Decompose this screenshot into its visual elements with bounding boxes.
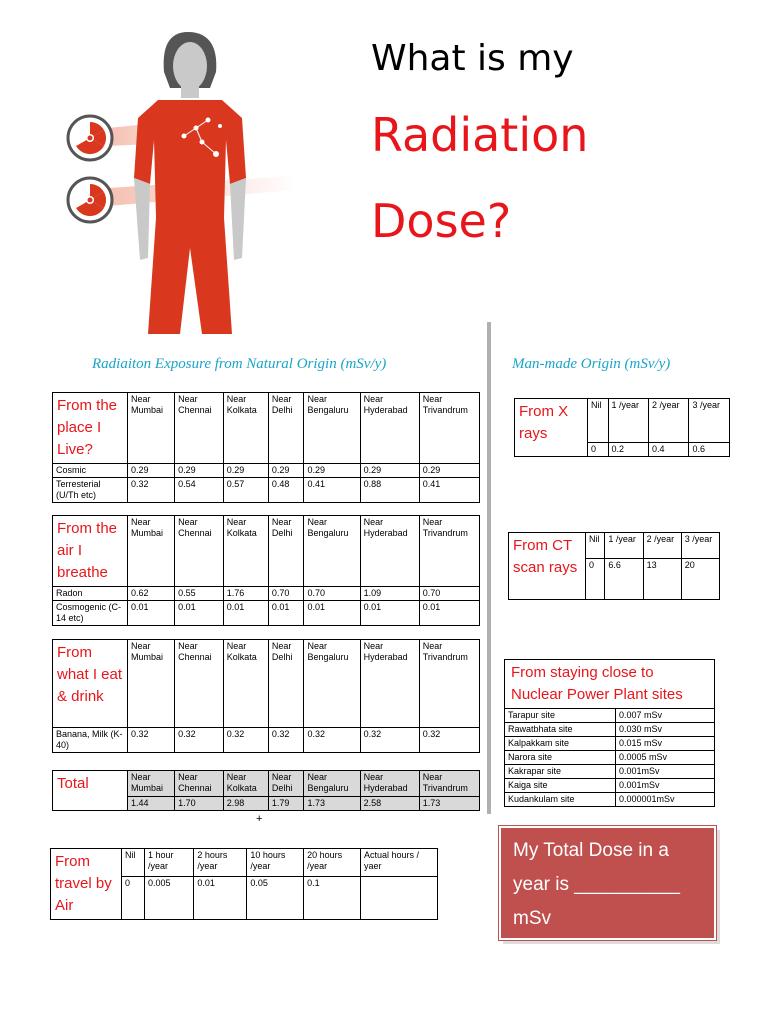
cell-value: 13: [643, 559, 681, 600]
ct-header: 3 /year: [681, 533, 719, 559]
total-value: 1.79: [268, 797, 304, 811]
row-name: Radon: [53, 587, 128, 601]
ct-table: [508, 532, 720, 600]
table-row: [505, 709, 715, 723]
table-row: [53, 587, 480, 601]
cell-value: 0.70: [268, 587, 304, 601]
city-header: Near Kolkata: [223, 393, 268, 464]
cell-value: 0.29: [304, 464, 360, 478]
table-row: [53, 728, 480, 753]
cell-value: 0: [588, 443, 609, 457]
site-dose: 0.015 mSv: [616, 737, 715, 751]
total-dose-line-2[interactable]: year is __________: [513, 874, 680, 895]
city-header: Near Mumbai: [128, 640, 175, 728]
city-header: Near Bengaluru: [304, 393, 360, 464]
air-label: From the air I breathe: [53, 516, 128, 587]
total-value: 2.98: [223, 797, 268, 811]
ct-header: 1 /year: [605, 533, 643, 559]
food-label: From what I eat & drink: [53, 640, 128, 728]
cell-value: 0.01: [194, 876, 247, 919]
total-dose-line-1: My Total Dose in a: [513, 840, 669, 861]
city-header: Near Hyderabad: [360, 393, 419, 464]
travel-header: 1 hour /year: [145, 849, 194, 877]
city-header: Near Hyderabad: [360, 516, 419, 587]
site-name: Kakrapar site: [505, 765, 616, 779]
xray-header: 1 /year: [608, 399, 648, 443]
ct-header: 2 /year: [643, 533, 681, 559]
table-row: [505, 779, 715, 793]
cell-value: 0.29: [268, 464, 304, 478]
cell-value: 0.70: [419, 587, 479, 601]
cell-value: 0.32: [175, 728, 224, 753]
cell-value: 1.76: [223, 587, 268, 601]
cell-value: 0.29: [360, 464, 419, 478]
ct-header: Nil: [586, 533, 605, 559]
site-dose: 0.007 mSv: [616, 709, 715, 723]
table-row: [505, 793, 715, 807]
row-name: Cosmic: [53, 464, 128, 478]
cell-value: 0.6: [689, 443, 730, 457]
site-name: Tarapur site: [505, 709, 616, 723]
site-dose: 0.0005 mSv: [616, 751, 715, 765]
site-name: Kalpakkam site: [505, 737, 616, 751]
nuclear-label: From staying close to Nuclear Power Plant sites: [505, 660, 715, 709]
total-value: 2.58: [360, 797, 419, 811]
cell-value: 1.09: [360, 587, 419, 601]
site-name: Kudankulam site: [505, 793, 616, 807]
table-row: [505, 723, 715, 737]
city-header: Near Delhi: [268, 640, 304, 728]
cell-value: 0.01: [268, 601, 304, 626]
cell-value: 0.32: [223, 728, 268, 753]
cell-value: 0.29: [223, 464, 268, 478]
total-value: 1.73: [304, 797, 360, 811]
table-row: [53, 478, 480, 503]
city-header: Near Chennai: [175, 393, 224, 464]
manmade-origin-heading: Man-made Origin (mSv/y): [512, 356, 671, 372]
total-table: [52, 770, 480, 811]
cell-value: 0.32: [360, 728, 419, 753]
cell-value: 20: [681, 559, 719, 600]
cell-value: 0.32: [268, 728, 304, 753]
place-table: [52, 392, 480, 503]
cell-value: 0.01: [223, 601, 268, 626]
city-header: Near Chennai: [175, 640, 224, 728]
city-header: Near Mumbai: [128, 393, 175, 464]
row-name: Banana, Milk (K-40): [53, 728, 128, 753]
natural-origin-heading: Radiaiton Exposure from Natural Origin (mSv/y): [92, 356, 387, 372]
travel-header: Actual hours / yaer: [361, 849, 438, 877]
cell-value: 0.62: [128, 587, 175, 601]
site-name: Kaiga site: [505, 779, 616, 793]
cell-value: 0.01: [419, 601, 479, 626]
total-value: 1.73: [419, 797, 479, 811]
xray-header: Nil: [588, 399, 609, 443]
row-name: Terresterial (U/Th etc): [53, 478, 128, 503]
cell-value: 0.32: [304, 728, 360, 753]
radiation-symbol-icon: [66, 114, 114, 162]
city-header: Near Chennai: [175, 771, 224, 797]
plus-sign: +: [256, 813, 263, 825]
cell-value: 0: [122, 876, 145, 919]
city-header: Near Mumbai: [128, 771, 175, 797]
xray-label: From X rays: [515, 399, 588, 457]
site-name: Narora site: [505, 751, 616, 765]
cell-value: 0.1: [304, 876, 361, 919]
travel-header: 20 hours /year: [304, 849, 361, 877]
food-table: [52, 639, 480, 753]
total-value: 1.70: [175, 797, 224, 811]
cell-value: 0.01: [304, 601, 360, 626]
cell-value: 0.29: [128, 464, 175, 478]
air-table: [52, 515, 480, 626]
site-dose: 0.030 mSv: [616, 723, 715, 737]
xray-table: [514, 398, 730, 457]
city-header: Near Hyderabad: [360, 771, 419, 797]
cell-value: 0.4: [649, 443, 689, 457]
cell-value: 0.55: [175, 587, 224, 601]
cell-value: 0: [586, 559, 605, 600]
xray-header: 3 /year: [689, 399, 730, 443]
site-dose: 0.001mSv: [616, 765, 715, 779]
title-line-3: Dose?: [371, 194, 512, 248]
total-value: 1.44: [128, 797, 175, 811]
city-header: Near Trivandrum: [419, 640, 479, 728]
city-header: Near Trivandrum: [419, 771, 479, 797]
table-row: [505, 765, 715, 779]
cell-value: 0.32: [128, 478, 175, 503]
cell-value: 0.05: [247, 876, 304, 919]
table-row: [53, 601, 480, 626]
city-header: Near Bengaluru: [304, 516, 360, 587]
nuclear-table: [504, 659, 715, 807]
cell-value: 0.41: [304, 478, 360, 503]
cell-value: 0.88: [360, 478, 419, 503]
city-header: Near Delhi: [268, 393, 304, 464]
total-label: Total: [53, 771, 128, 811]
city-header: Near Bengaluru: [304, 771, 360, 797]
row-name: Cosmogenic (C-14 etc): [53, 601, 128, 626]
ct-label: From CT scan rays: [509, 533, 586, 600]
city-header: Near Trivandrum: [419, 516, 479, 587]
city-header: Near Delhi: [268, 516, 304, 587]
cell-value: 0.32: [419, 728, 479, 753]
title-line-2: Radiation: [371, 108, 589, 162]
city-header: Near Bengaluru: [304, 640, 360, 728]
city-header: Near Delhi: [268, 771, 304, 797]
cell-value: 0.70: [304, 587, 360, 601]
radiation-symbol-icon: [66, 176, 114, 224]
city-header: Near Mumbai: [128, 516, 175, 587]
cell-value: 0.48: [268, 478, 304, 503]
city-header: Near Chennai: [175, 516, 224, 587]
table-row: [53, 464, 480, 478]
total-dose-line-3: mSv: [513, 908, 551, 929]
travel-header: 10 hours /year: [247, 849, 304, 877]
cell-value: 0.01: [128, 601, 175, 626]
travel-header: 2 hours /year: [194, 849, 247, 877]
travel-label: From travel by Air: [51, 849, 122, 920]
total-dose-box: [499, 826, 716, 940]
cell-value: 0.29: [175, 464, 224, 478]
cell-value: 0.29: [419, 464, 479, 478]
city-header: Near Kolkata: [223, 516, 268, 587]
city-header: Near Hyderabad: [360, 640, 419, 728]
site-dose: 0.001mSv: [616, 779, 715, 793]
city-header: Near Trivandrum: [419, 393, 479, 464]
place-label: From the place I Live?: [53, 393, 128, 464]
xray-header: 2 /year: [649, 399, 689, 443]
travel-header: Nil: [122, 849, 145, 877]
table-row: [505, 751, 715, 765]
cell-value: 0.005: [145, 876, 194, 919]
cell-value: 0.41: [419, 478, 479, 503]
cell-value: 0.54: [175, 478, 224, 503]
city-header: Near Kolkata: [223, 640, 268, 728]
cell-value: 0.57: [223, 478, 268, 503]
cell-value: 0.2: [608, 443, 648, 457]
site-dose: 0.000001mSv: [616, 793, 715, 807]
travel-table: [50, 848, 438, 920]
cell-value: 0.01: [360, 601, 419, 626]
site-name: Rawatbhata site: [505, 723, 616, 737]
column-divider: [487, 322, 491, 814]
title-line-1: What is my: [371, 38, 574, 79]
actual-hours-input[interactable]: [361, 876, 438, 919]
cell-value: 0.01: [175, 601, 224, 626]
city-header: Near Kolkata: [223, 771, 268, 797]
cell-value: 6.6: [605, 559, 643, 600]
cell-value: 0.32: [128, 728, 175, 753]
table-row: [505, 737, 715, 751]
